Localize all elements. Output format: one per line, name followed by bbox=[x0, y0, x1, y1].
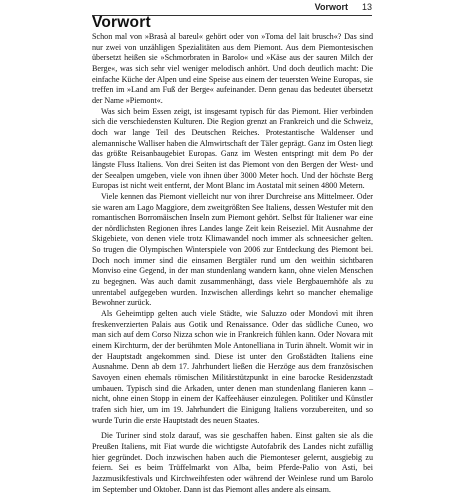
chapter-title: Vorwort bbox=[92, 14, 151, 31]
running-head-section: Vorwort bbox=[314, 2, 348, 12]
paragraph: Was sich beim Essen zeigt, ist insgesamt typisch für das Piemont. Hier verbinden sich die verschiedensten Kulturen. Die Region grenzt an Frankreich und die Schweiz, doch war lange Teil des Deutschen Reiches. Protestantische Waldenser und alemannische Walliser haben die Almwirtschaft der Täler geprägt. Ganz im Osten liegt das größte Reisanbaugebiet Europas. Ganz im Westen entspringt mit dem Po der längste Fluss Italiens. Von drei Seiten ist das Piemont von den Bergen der West- und der Seealpen umgeben, viele von ihnen über 3000 Meter hoch. Und der höchste Berg Europas ist nicht weit entfernt, der Mont Blanc im Aostatal mit seinen 4800 Metern. bbox=[92, 106, 373, 191]
paragraph: Schon mal von »Brasà al bareul« gehört oder von »Toma del lait brusch«? Das sind nur zwei von unzähligen Spezialitäten aus dem Piemont. Aus dem Piemontesischen übersetzt heißen sie »Schmorbraten in Barolo« und »Käse aus der sauren Milch der Berge«, was sich sehr viel weniger melodisch anhört. Und doch deutlich macht: Die einfache Küche der Alpen und eine Speise aus einem der teuersten Weine Europas, sie treffen im »Land am Fuß der Berge« aufeinander. Denn genau das bedeutet übersetzt der Name »Piemont«. bbox=[92, 32, 373, 105]
paragraph: Als Geheimtipp gelten auch viele Städte, wie Saluzzo oder Mondovì mit ihren freskenverzierten Palais aus Gotik und Renaissance. Oder das südliche Cuneo, wo man sich auf dem Corso Nizza schon wie in Frankreich fühlen kann. Oder Novara mit einem Kirchturm, der der berühmten Mole Antonelliana in Turin ähnelt. Womit wir in der Hauptstadt angekommen sind. Diese ist unter den Großstädten Italiens eine Ausnahme. Denn ab dem 17. Jahrhundert ließen die Herzöge aus dem französischen Savoyen einen ehemals römischen Militärstützpunkt in eine barocke Residenzstadt umbauen. Typisch sind die Arkaden, unter denen man stundenlang flanieren kann – nicht, ohne einen Stopp in einem der Kaffeehäuser einzulegen. Politiker und Künstler trafen sich hier, um im 19. Jahrhundert die Einigung Italiens vorzubereiten, und so wurde Turin die erste Hauptstadt des neuen Staates. bbox=[92, 309, 373, 425]
paragraph: Viele kennen das Piemont vielleicht nur von ihrer Durchreise ans Mittelmeer. Oder sie waren am Lago Maggiore, dem zweitgrößten See Italiens, dessen Westufer mit den romantischen Borromäischen Inseln zum Piemont gehört. Selbst für Italiener war eine der nördlichsten Regionen ihres Landes lange Zeit kein Reiseziel. Mit Ausnahme der Skigebiete, von denen viele trotz Klimawandel noch immer als schneesicher gelten. So trugen die Olympischen Winterspiele von 2006 zur Entdeckung des Piemont bei. Doch noch immer sind die einsamen Bergtäler rund um den weithin sichtbaren Monviso eine Gegend, in der man stundenlang wandern kann, ohne vielen Menschen zu begegnen. Was auch damit zusammenhängt, dass viele Bergbauernhöfe als zu unrentabel aufgegeben wurden. Inzwischen allerdings kehrt so mancher ehemalige Bewohner zurück. bbox=[92, 191, 373, 308]
body-text bbox=[92, 32, 373, 495]
page-number: 13 bbox=[361, 2, 372, 12]
paragraph: Die Turiner sind stolz darauf, was sie geschaffen haben. Einst galten sie als die Preußen Italiens, mit Fiat wurde die wichtigste Autofabrik des Landes nicht zufällig hier gegründet. Doch inzwischen haben auch die Piemonteser gelernt, ausgiebig zu feiern. Sei es beim Trüffelmarkt von Alba, beim Pferde-Palio von Asti, bei Jazzmusikfestivals und Kirchweihfesten oder während der Weinlese rund um Barolo im September und Oktober. Dann ist das Piemont alles andere als einsam. bbox=[92, 431, 373, 494]
